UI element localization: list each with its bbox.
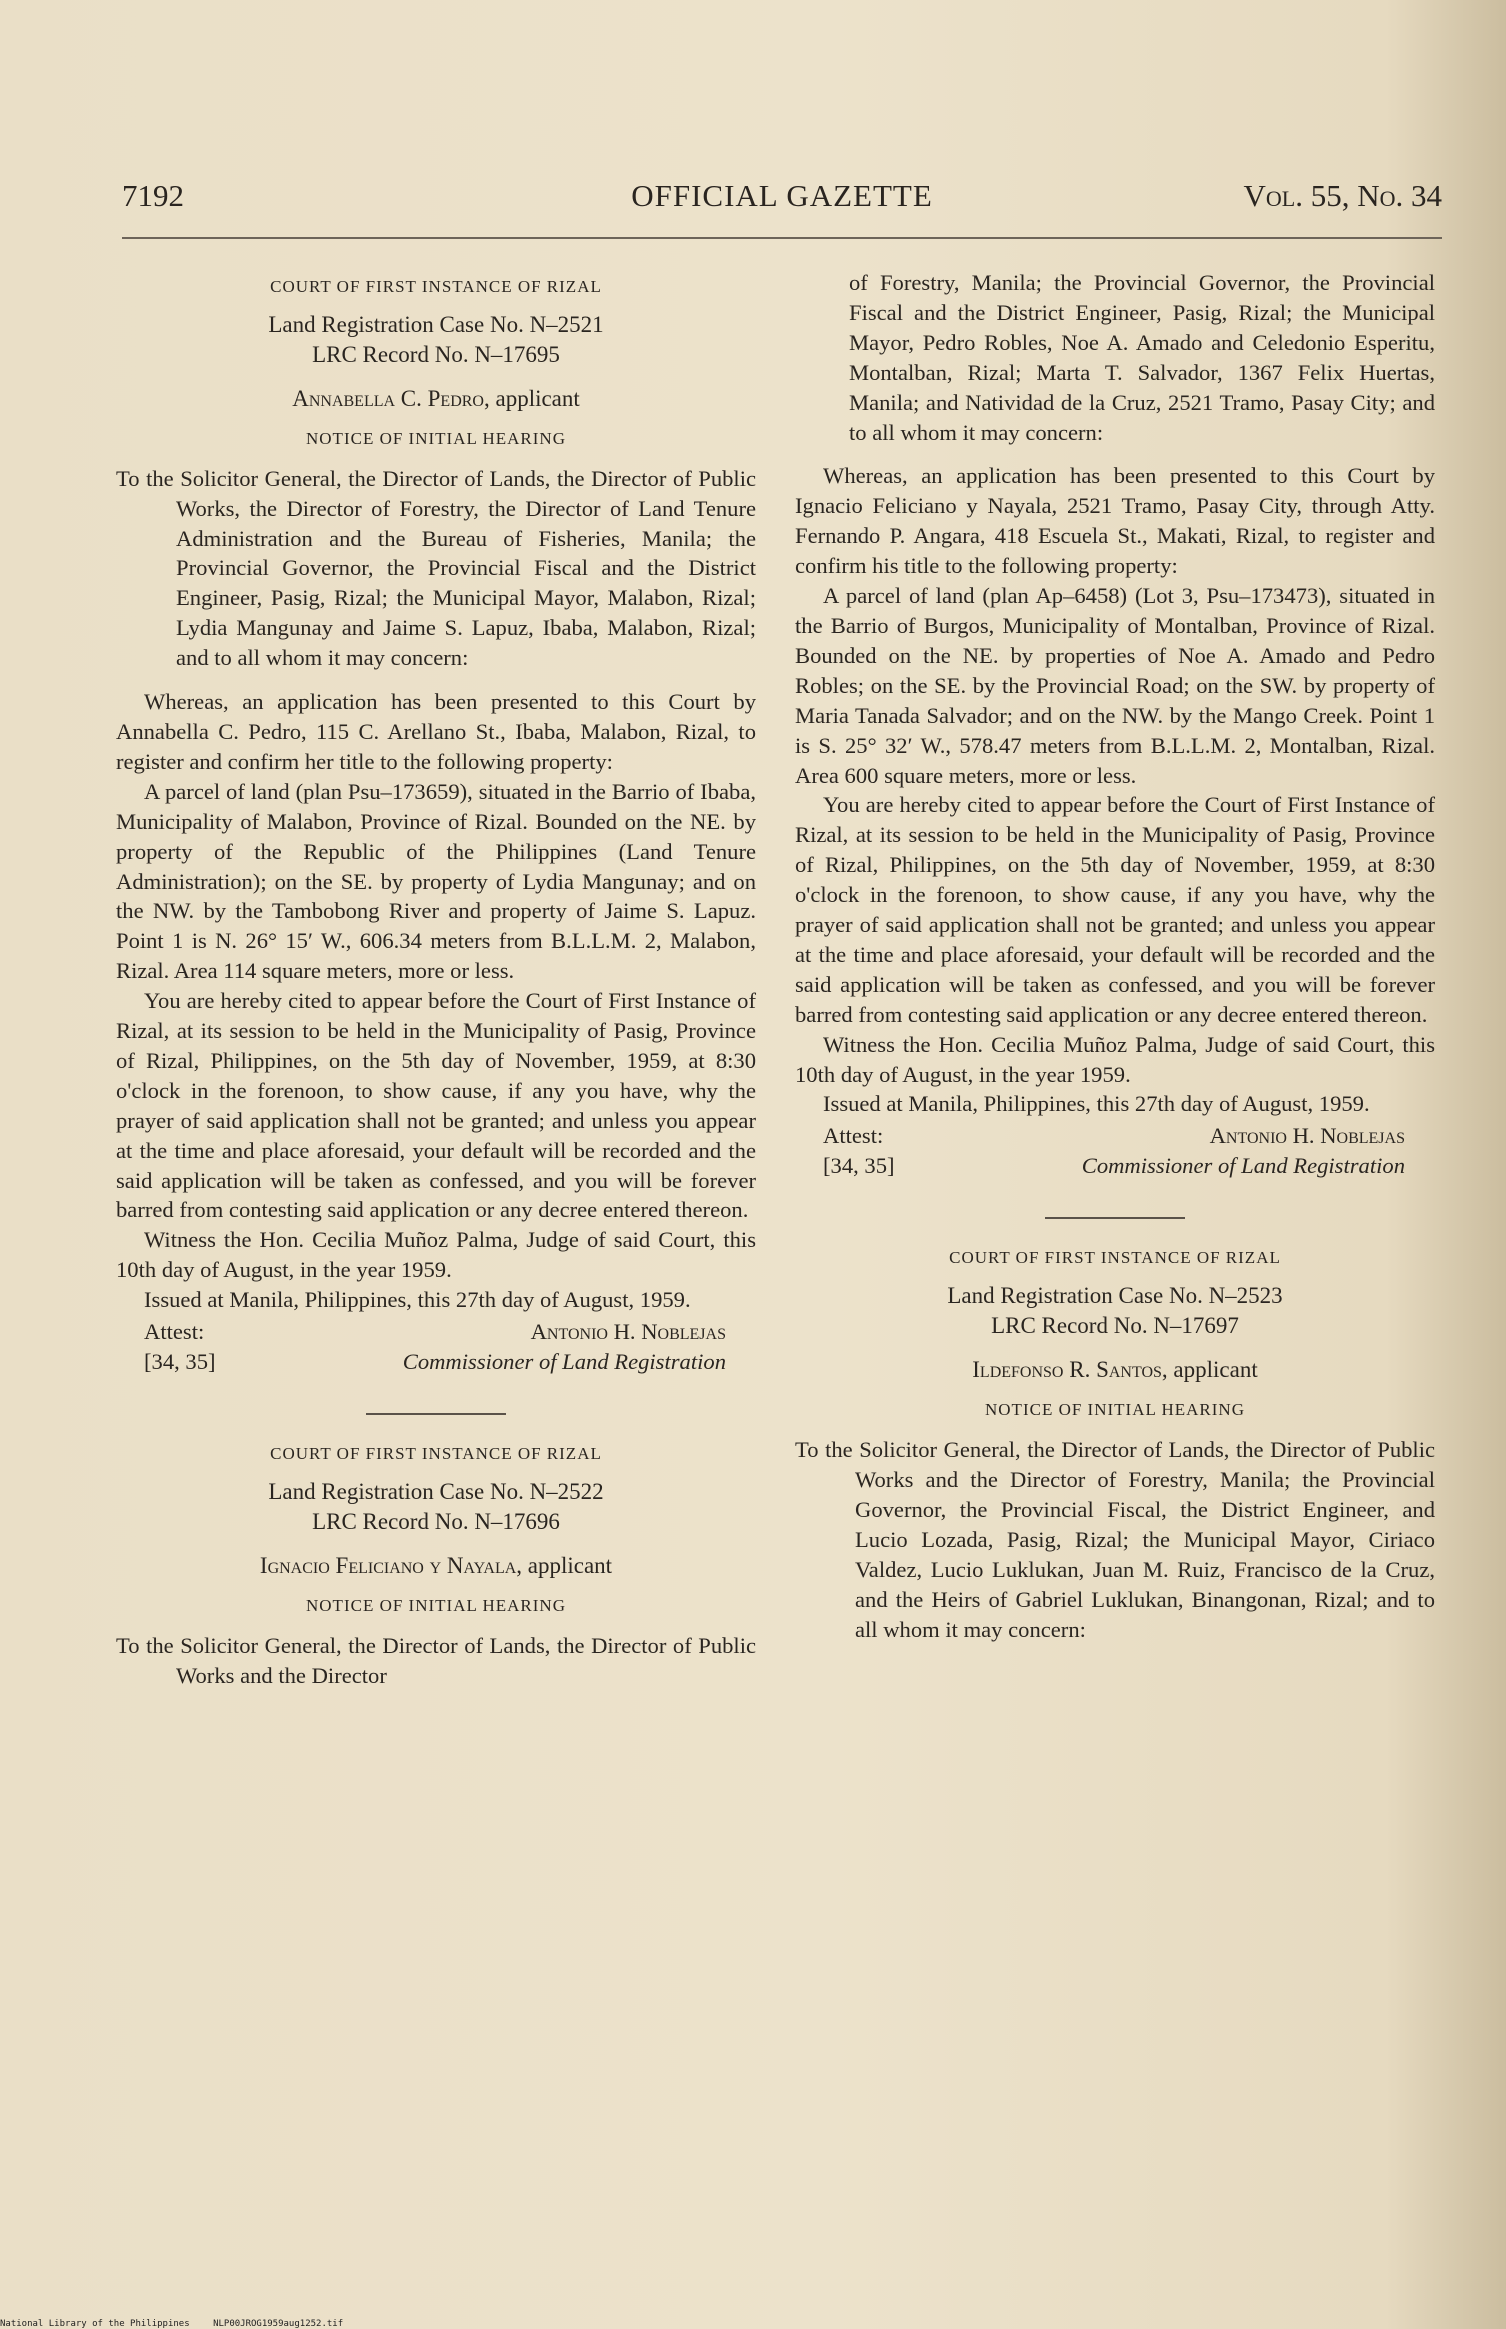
addressees xyxy=(116,1631,756,1691)
witness-paragraph: Witness the Hon. Cecilia Muñoz Palma, Judge of said Court, this 10th day of August, in the year 1959. xyxy=(116,1227,756,1283)
applicant-name: Ignacio Feliciano y Nayala, xyxy=(259,1553,523,1578)
record-number: LRC Record No. N–17697 xyxy=(991,1313,1239,1339)
case-number: Land Registration Case No. N–2522 xyxy=(268,1479,604,1504)
attest-title: Commissioner of Land Registration xyxy=(402,1349,726,1375)
library-credit: National Library of the Philippines xyxy=(0,2319,190,2329)
attest-label: Attest: xyxy=(144,1319,205,1345)
court-heading: COURT OF FIRST INSTANCE OF RIZAL xyxy=(270,1444,602,1464)
to-lead: To xyxy=(116,1632,140,1658)
issued-paragraph: Issued at Manila, Philippines, this 27th day of August, 1959. xyxy=(144,1287,691,1313)
applicant-label: applicant xyxy=(489,385,580,411)
issued-paragraph: Issued at Manila, Philippines, this 27th day of August, 1959. xyxy=(823,1091,1370,1117)
citation-paragraph: You are hereby cited to appear before the Court of First Instance of Rizal, at its session to be held in the Municipality of Pasig, Province of Rizal, Philippines, on the 5th day of November, 1959, at 8:30 o'clock in the forenoon, to show cause, if any you have, why the prayer of said application shall not be granted; and unless you appear at the time and place aforesaid, your default will be recorded and the said application will be taken as confessed, and you will be forever barred from contesting said application or any decree entered thereon. xyxy=(795,792,1435,1027)
attestation xyxy=(795,1121,1435,1181)
applicant-line xyxy=(795,1355,1435,1385)
section-divider xyxy=(1045,1217,1185,1219)
attest-ref: [34, 35] xyxy=(144,1349,216,1375)
addressees-text: the Solicitor General, the Director of Lands, the Director of Public Works and the Director of Forestry, Manila; the Provincial Governor, the Provincial Fiscal, the District Engineer, and Lucio Lozada, Pasig, Rizal; the Municipal Mayor, Ciriaco Valdez, Lucio Luklukan, Juan M. Ruiz, Francisco de la Cruz, and the Heirs of Gabriel Luklukan, Binangonan, Rizal; and to all whom it may concern: xyxy=(818,1437,1435,1642)
right-column xyxy=(795,268,1435,1644)
scan-filename: NLP00JROG1959aug1252.tif xyxy=(213,2319,344,2329)
applicant-line xyxy=(116,384,756,414)
notice-title: NOTICE OF INITIAL HEARING xyxy=(306,1595,566,1615)
court-heading: COURT OF FIRST INSTANCE OF RIZAL xyxy=(949,1248,1281,1268)
whereas-paragraph: Whereas, an application has been presented to this Court by Ignacio Feliciano y Nayala, 2521 Tramo, Pasay City, through Atty. Fernando P. Angara, 418 Escuela St., Makati, Rizal, to register and confirm his title to the following property: xyxy=(795,463,1435,579)
notice-title: NOTICE OF INITIAL HEARING xyxy=(985,1400,1245,1420)
record-number: LRC Record No. N–17695 xyxy=(312,341,560,367)
to-lead: To xyxy=(116,465,140,491)
citation-paragraph: You are hereby cited to appear before the Court of First Instance of Rizal, at its session to be held in the Municipality of Pasig, Province of Rizal, Philippines, on the 5th day of November, 1959, at 8:30 o'clock in the forenoon, to show cause, if any you have, why the prayer of said application shall not be granted; and unless you appear at the time and place aforesaid, your default will be recorded and the said application will be taken as confessed, and you will be forever barred from contesting said application or any decree entered thereon. xyxy=(116,988,756,1223)
applicant-label: applicant xyxy=(522,1553,613,1578)
addressees-text: the Solicitor General, the Director of Lands, the Director of Public Works, the Director of Forestry, the Director of Land Tenure Administration and the Bureau of Fisheries, Manila; the Provincial Governor, the Provincial Fiscal and the District Engineer, Pasig, Rizal; the Municipal Mayor, Malabon, Rizal; Lydia Mangunay and Jaime S. Lapuz, Ibaba, Malabon, Rizal; and to all whom it may concern: xyxy=(139,465,756,671)
case-number: Land Registration Case No. N–2521 xyxy=(268,311,604,337)
page-number: 7192 xyxy=(122,178,184,213)
addressees xyxy=(795,1435,1435,1644)
notice-title: NOTICE OF INITIAL HEARING xyxy=(306,428,566,448)
applicant-label: applicant xyxy=(1167,1357,1258,1383)
attestation xyxy=(116,1317,756,1377)
witness-paragraph: Witness the Hon. Cecilia Muñoz Palma, Judge of said Court, this 10th day of August, in the year 1959. xyxy=(795,1031,1435,1087)
case-number: Land Registration Case No. N–2523 xyxy=(947,1283,1283,1309)
addressees-continued: of Forestry, Manila; the Provincial Governor, the Provincial Fiscal and the District Engineer, Pasig, Rizal; the Municipal Mayor, Pedro Robles, Noe A. Amado and Celedonio Esperitu, Montalban, Rizal; Marta T. Salvador, 1367 Felix Huertas, Manila; and Natividad de la Cruz, 2521 Tramo, Pasay City; and to all whom it may concern: xyxy=(849,270,1435,445)
header-rule xyxy=(122,237,1442,239)
page-header xyxy=(122,178,1442,222)
whereas-paragraph: Whereas, an application has been presented to this Court by Annabella C. Pedro, 115 C. Arellano St., Ibaba, Malabon, Rizal, to register and confirm her title to the following property: xyxy=(116,689,756,774)
parcel-paragraph: A parcel of land (plan Psu–173659), situated in the Barrio of Ibaba, Municipality of Malabon, Province of Rizal. Bounded on the NE. by property of the Republic of the Philippines (Land Tenure Administration); on the SE. by property of Lydia Mangunay; and on the NW. by the Tambobong River and property of Jaime S. Lapuz. Point 1 is N. 26° 15′ W., 606.34 meters from B.L.L.M. 2, Malabon, Rizal. Area 114 square meters, more or less. xyxy=(116,778,756,984)
attest-label: Attest: xyxy=(823,1123,884,1149)
scan-footer xyxy=(0,2319,361,2329)
publication-title: OFFICIAL GAZETTE xyxy=(631,178,933,213)
addressees-text: the Solicitor General, the Director of Lands, the Director of Public Works and the Director xyxy=(139,1632,756,1688)
applicant-name: Ildefonso R. Santos, xyxy=(972,1357,1168,1383)
addressees xyxy=(116,464,756,673)
section-divider xyxy=(366,1413,506,1415)
applicant-line xyxy=(116,1551,756,1581)
attest-title: Commissioner of Land Registration xyxy=(1081,1153,1405,1179)
to-lead: To xyxy=(795,1437,819,1463)
record-number: LRC Record No. N–17696 xyxy=(312,1509,560,1534)
parcel-paragraph: A parcel of land (plan Ap–6458) (Lot 3, Psu–173473), situated in the Barrio of Burgos, Municipality of Montalban, Province of Rizal. Bounded on the NE. by properties of Noe A. Amado and Pedro Robles; on the SE. by the Provincial Road; on the SW. by property of Maria Tanada Salvador; and on the NW. by the Mango Creek. Point 1 is S. 25° 32′ W., 578.47 meters from B.L.L.M. 2, Montalban, Rizal. Area 600 square meters, more or less. xyxy=(795,583,1435,788)
court-heading: COURT OF FIRST INSTANCE OF RIZAL xyxy=(270,277,602,296)
applicant-name: Annabella C. Pedro, xyxy=(292,385,490,411)
attest-name: Antonio H. Noblejas xyxy=(1209,1123,1405,1149)
volume-number: Vol. 55, No. 34 xyxy=(1243,178,1442,213)
left-column xyxy=(116,268,756,1691)
attest-name: Antonio H. Noblejas xyxy=(530,1319,726,1345)
attest-ref: [34, 35] xyxy=(823,1153,895,1179)
